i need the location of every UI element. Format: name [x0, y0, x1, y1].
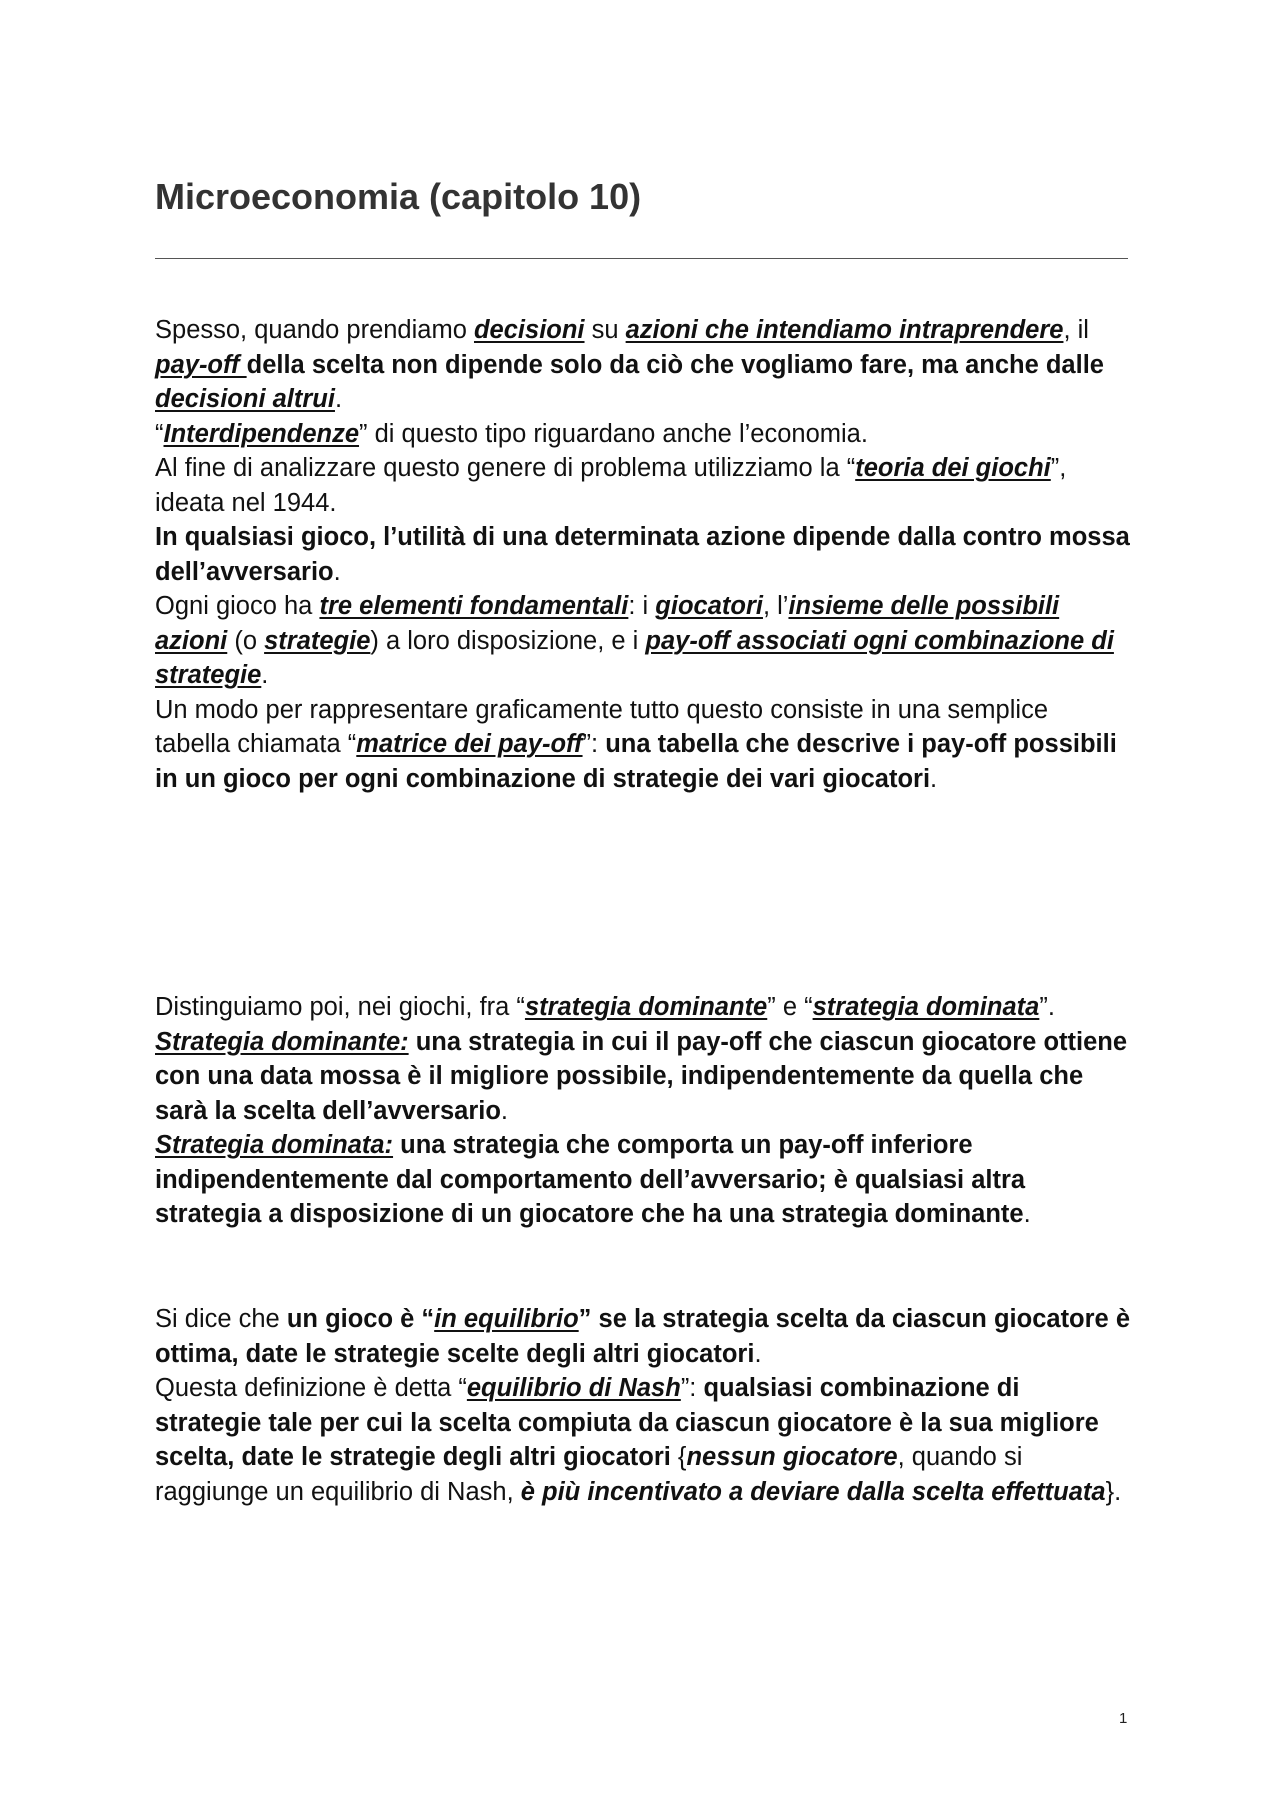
- text-run: Un modo per rappresentare graficamente tutto questo consiste in una semplice tabella chiamata “: [155, 695, 1048, 758]
- paragraph-utilita: [155, 520, 1130, 589]
- text-run: {: [670, 1443, 687, 1471]
- text-run: Al fine di analizzare questo genere di problema utilizziamo la “: [155, 454, 856, 482]
- text-run: .: [754, 1339, 762, 1368]
- paragraph-matrice: [155, 693, 1130, 797]
- term-tre-elementi: tre elementi fondamentali: [319, 592, 629, 620]
- term-azioni: azioni che intendiamo intraprendere: [625, 316, 1064, 344]
- term-in-equilibrio: in equilibrio: [434, 1305, 579, 1333]
- text-run: Ogni gioco ha: [155, 592, 320, 620]
- term-strategia-dominata: strategia dominata: [812, 993, 1040, 1021]
- definition-strategia-dominata: [155, 1128, 1130, 1232]
- bold-run: ” se la strategia scelta da ciascun giocatore è ottima, date le strategie scelte degli altri giocatori: [155, 1305, 1131, 1368]
- text-run: .: [261, 661, 269, 689]
- text-run: .: [334, 385, 343, 413]
- emphasis-nessun-giocatore: nessun giocatore: [686, 1443, 898, 1471]
- term-pay-off: pay-off: [155, 350, 247, 379]
- text-run: Distinguiamo poi, nei giochi, fra “: [155, 993, 525, 1021]
- paragraph-elementi: [155, 589, 1130, 693]
- term-strategia-dominante: strategia dominante: [524, 993, 768, 1021]
- definition-strategia-dominante: [155, 1025, 1130, 1129]
- bold-run: una strategia che comporta un pay-off inferiore indipendentemente dal comportamento dell’avversario; è qualsiasi altra strategia a disposizione di un giocatore che ha una strategia dominante: [155, 1131, 1026, 1228]
- text-run: Spesso, quando prendiamo: [155, 316, 474, 344]
- label-strategia-dominante: Strategia dominante:: [155, 1027, 409, 1056]
- strategies-section: [155, 990, 1130, 1232]
- text-run: Questa definizione è detta “: [155, 1374, 467, 1402]
- text-run: ” di questo tipo riguardano anche l’economia.: [359, 419, 868, 448]
- emphasis-incentivo: è più incentivato a deviare dalla scelta effettuata: [520, 1477, 1106, 1506]
- intro-section: [155, 313, 1130, 796]
- text-run: , l’: [762, 592, 789, 620]
- title-divider: [155, 258, 1128, 259]
- paragraph-decisions: [155, 313, 1130, 417]
- text-run: su: [584, 316, 626, 344]
- text-run: , quando si raggiunge un equilibrio di Nash,: [155, 1443, 1023, 1506]
- text-run: .: [1023, 1200, 1031, 1228]
- term-matrice-pay-off: matrice dei pay-off: [356, 730, 583, 758]
- text-run: Si dice che: [155, 1305, 287, 1333]
- equilibrium-section: [155, 1302, 1130, 1509]
- term-interdipendenze: Interdipendenze: [163, 419, 360, 448]
- page-title: Microeconomia (capitolo 10): [155, 176, 642, 217]
- term-giocatori: giocatori: [655, 592, 763, 620]
- paragraph-interdipendenze: [155, 417, 1130, 452]
- text-run: ”, ideata nel 1944.: [155, 454, 1067, 517]
- text-run: }.: [1105, 1477, 1122, 1506]
- term-insieme-azioni: insieme delle possibili azioni: [155, 592, 1060, 655]
- bold-run: un gioco è “: [286, 1305, 435, 1333]
- term-equilibrio-nash: equilibrio di Nash: [466, 1374, 681, 1402]
- bold-run: qualsiasi combinazione di strategie tale per cui la scelta compiuta da ciascun giocatore è la sua migliore scelta, date le strategie degli altri giocatori: [155, 1374, 1099, 1471]
- text-run: ” e “: [767, 993, 813, 1021]
- text-run: ) a loro disposizione, e i: [370, 626, 646, 655]
- text-run: ”.: [1039, 993, 1055, 1021]
- term-decisioni-altrui: decisioni altrui: [155, 385, 335, 413]
- label-strategia-dominata: Strategia dominata:: [155, 1131, 394, 1159]
- bold-run: In qualsiasi gioco, l’utilità di una determinata azione dipende dalla contro mossa dell’avversario: [155, 523, 1130, 586]
- bold-run: della scelta non dipende solo da ciò che vogliamo fare, ma anche dalle: [246, 350, 1104, 379]
- text-run: : i: [628, 592, 656, 620]
- text-run: “: [155, 419, 164, 448]
- text-run: (o: [227, 626, 265, 655]
- paragraph-teoria-giochi: [155, 451, 1130, 520]
- text-run: .: [333, 557, 341, 586]
- term-teoria-dei-giochi: teoria dei giochi: [855, 454, 1051, 482]
- paragraph-distinguiamo: [155, 990, 1130, 1025]
- page-number: 1: [1119, 1710, 1128, 1727]
- paragraph-equilibrio: [155, 1302, 1130, 1371]
- bold-run: una tabella che descrive i pay-off possibili in un gioco per ogni combinazione di strategie dei vari giocatori: [155, 730, 1117, 793]
- bold-run: una strategia in cui il pay-off che ciascun giocatore ottiene con una data mossa è il migliore possibile, indipendentemente da quella che sarà la scelta dell’avversario: [155, 1027, 1128, 1125]
- text-run: .: [930, 764, 938, 793]
- text-run: .: [500, 1096, 508, 1125]
- term-decisioni: decisioni: [473, 316, 585, 344]
- text-run: , il: [1063, 316, 1089, 344]
- text-run: ”:: [680, 1374, 704, 1402]
- text-run: ”:: [582, 730, 606, 758]
- paragraph-nash: [155, 1371, 1130, 1509]
- term-pay-off-associati: pay-off associati ogni combinazione di strategie: [155, 626, 1114, 689]
- term-strategie: strategie: [264, 626, 371, 655]
